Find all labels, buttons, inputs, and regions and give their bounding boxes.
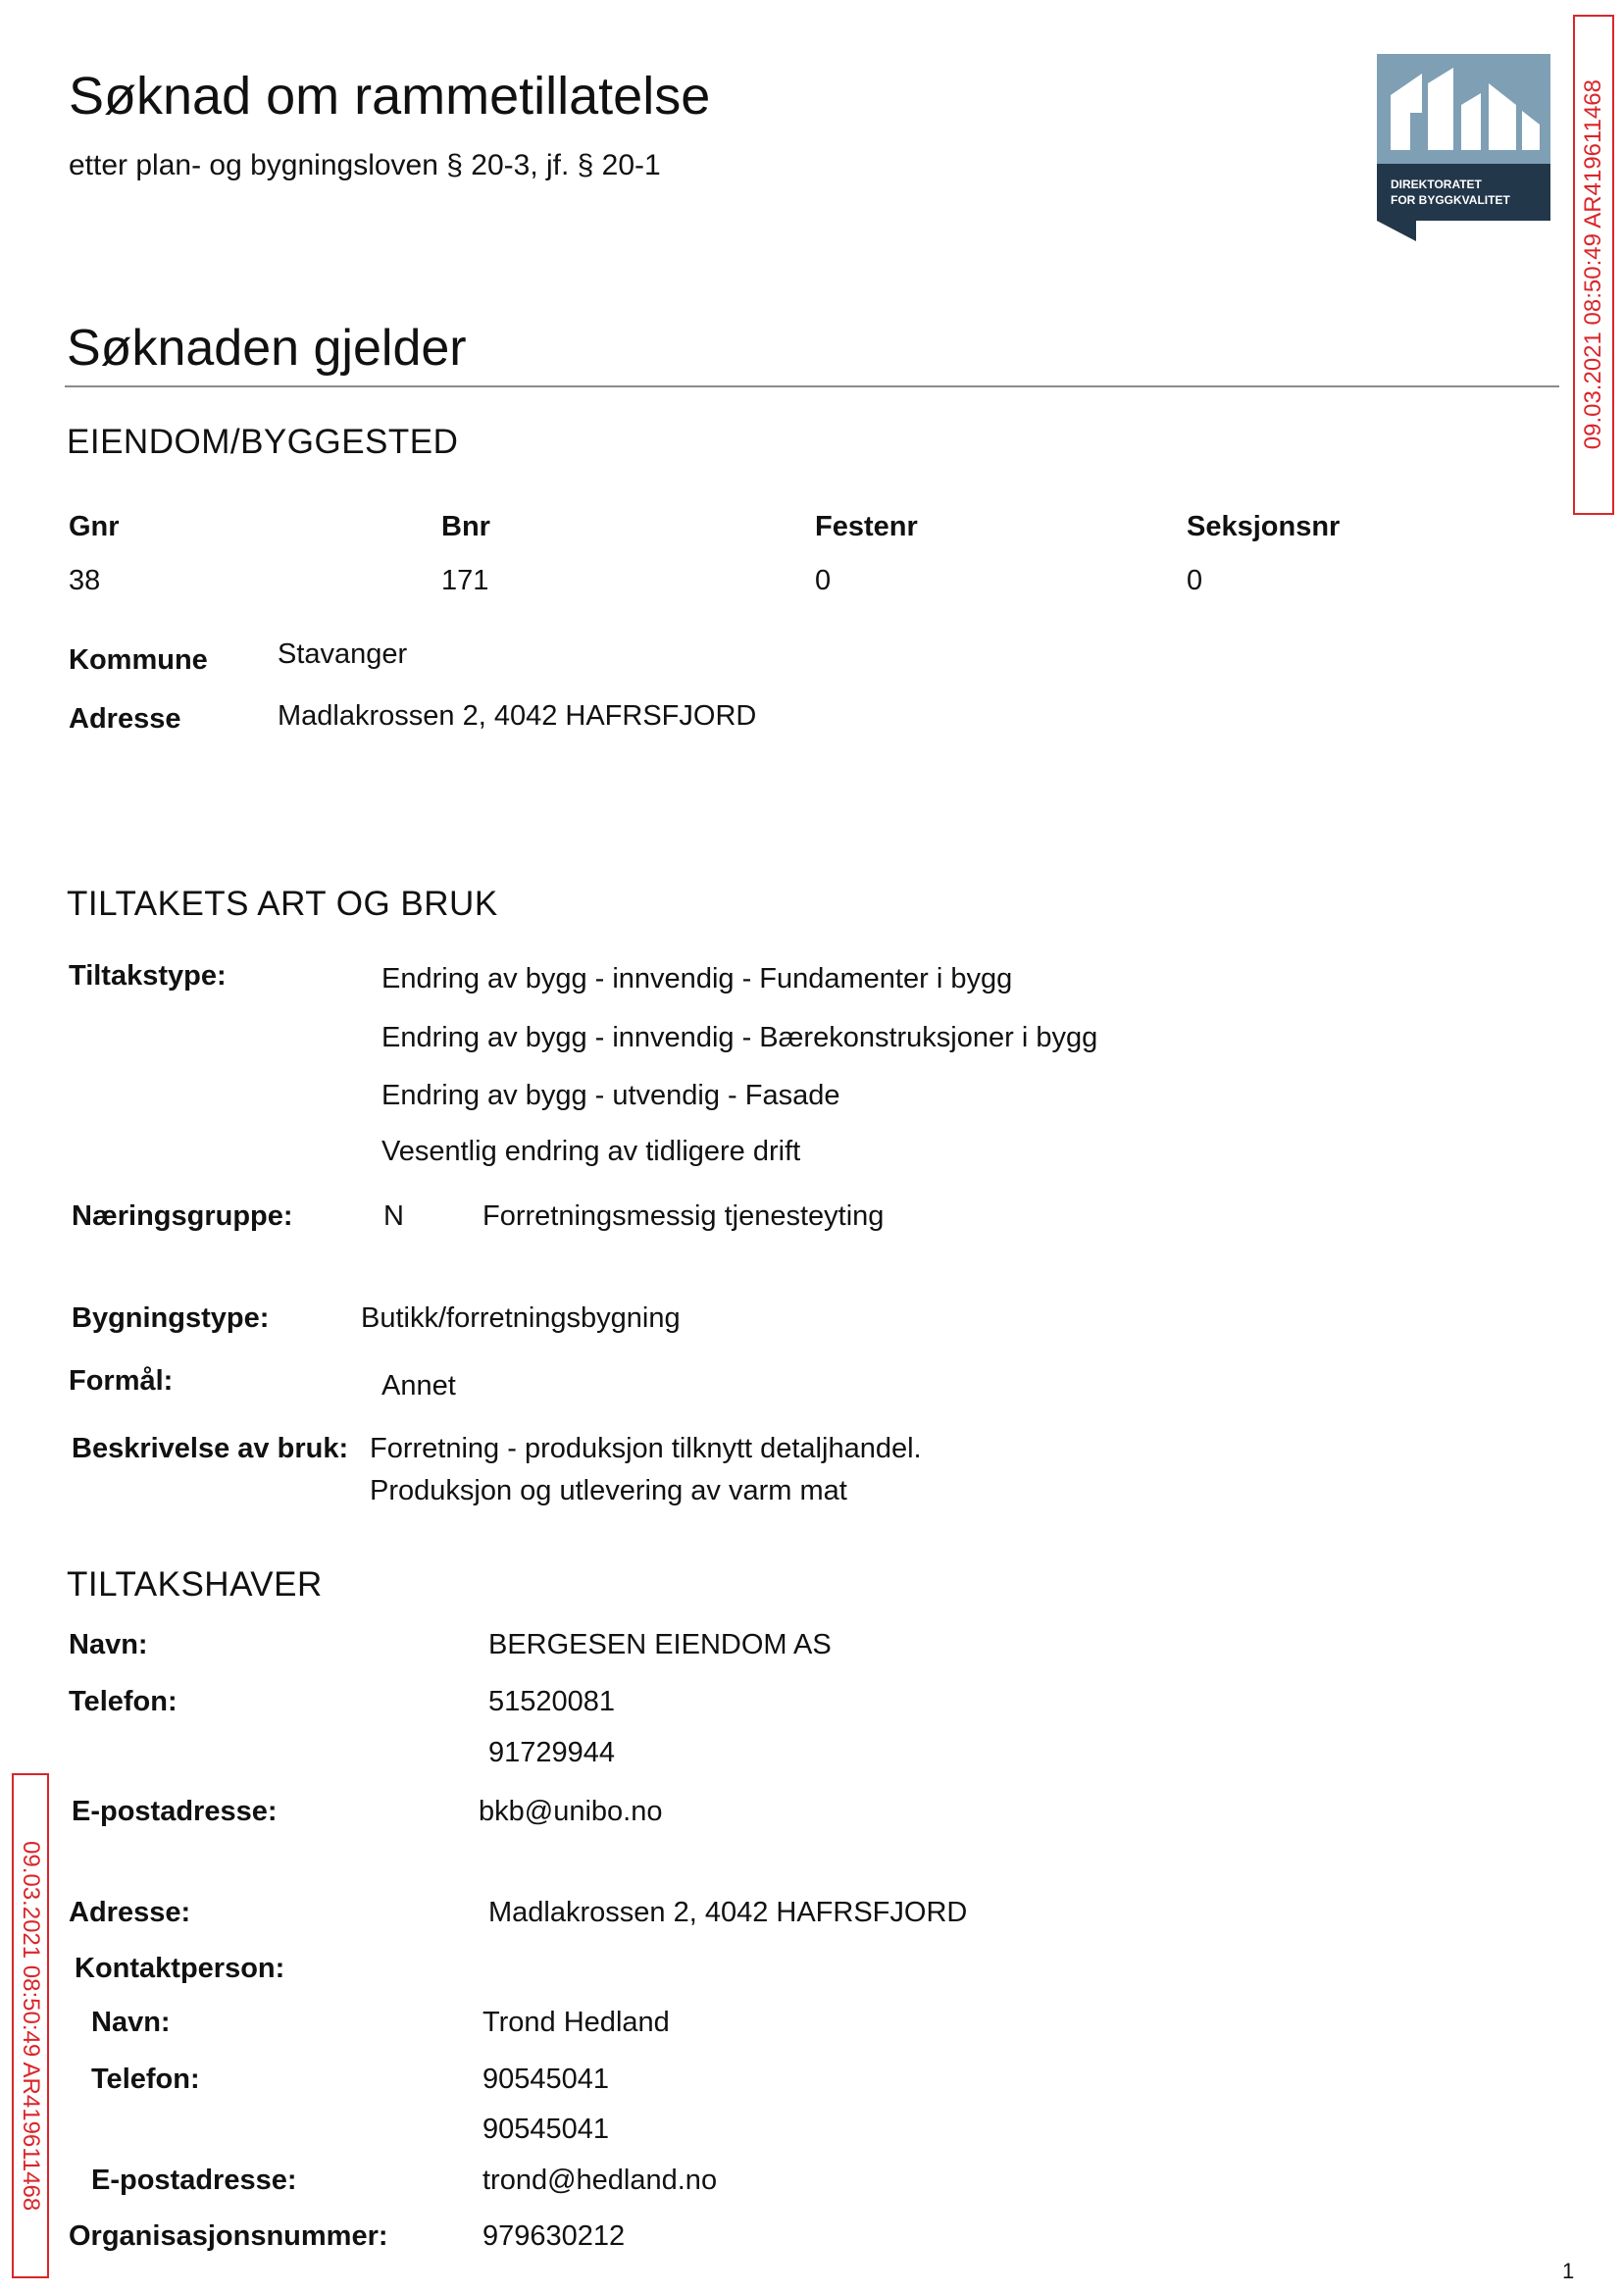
eiendom-heading: EIENDOM/BYGGESTED bbox=[67, 423, 459, 461]
beskrivelse-line: Produksjon og utlevering av varm mat bbox=[370, 1475, 847, 1506]
navn-value: BERGESEN EIENDOM AS bbox=[488, 1629, 832, 1660]
kontaktperson-label: Kontaktperson: bbox=[75, 1953, 285, 1984]
tiltakstype-label: Tiltakstype: bbox=[69, 960, 227, 992]
seksjonsnr-value: 0 bbox=[1187, 565, 1203, 596]
bnr-label: Bnr bbox=[441, 511, 490, 542]
telefon-label: Telefon: bbox=[69, 1686, 178, 1717]
naeringsgruppe-label: Næringsgruppe: bbox=[72, 1200, 293, 1232]
formal-value: Annet bbox=[381, 1370, 456, 1402]
beskrivelse-label: Beskrivelse av bruk: bbox=[72, 1433, 349, 1464]
logo-dark-band bbox=[1377, 164, 1550, 221]
tiltakstype-item: Endring av bygg - innvendig - Fundamenter i bygg bbox=[381, 963, 1013, 994]
orgnr-value: 979630212 bbox=[482, 2220, 626, 2252]
beskrivelse-line: Forretning - produksjon tilknytt detaljhandel. bbox=[370, 1433, 922, 1464]
stamp-text: 09.03.2021 08:50:49 AR419611468 bbox=[1580, 79, 1606, 450]
dibk-logo bbox=[1377, 54, 1550, 241]
adresse-value: Madlakrossen 2, 4042 HAFRSFJORD bbox=[278, 700, 757, 732]
orgnr-label: Organisasjonsnummer: bbox=[69, 2220, 388, 2252]
tiltakstype-item: Endring av bygg - innvendig - Bærekonstruksjoner i bygg bbox=[381, 1022, 1098, 1053]
section-divider bbox=[65, 385, 1559, 387]
logo-line1: DIREKTORATET bbox=[1391, 178, 1482, 191]
naeringsgruppe-text: Forretningsmessig tjenesteyting bbox=[482, 1200, 885, 1232]
adresse-label: Adresse bbox=[69, 703, 181, 735]
kontakt-navn-label: Navn: bbox=[91, 2007, 171, 2038]
navn-label: Navn: bbox=[69, 1629, 148, 1660]
kontakt-epost-label: E-postadresse: bbox=[91, 2165, 297, 2196]
epost-label: E-postadresse: bbox=[72, 1796, 278, 1827]
kontakt-epost-value: trond@hedland.no bbox=[482, 2165, 718, 2196]
kontakt-navn-value: Trond Hedland bbox=[482, 2007, 670, 2038]
bnr-value: 171 bbox=[441, 565, 489, 596]
document-title: Søknad om rammetillatelse bbox=[69, 67, 711, 126]
epost-value: bkb@unibo.no bbox=[479, 1796, 663, 1827]
kontakt-telefon-value: 90545041 bbox=[482, 2114, 610, 2145]
stamp-text: 09.03.2021 08:50:49 AR419611468 bbox=[18, 1840, 44, 2212]
tiltak-heading: TILTAKETS ART OG BRUK bbox=[67, 885, 498, 923]
section-title: Søknaden gjelder bbox=[67, 320, 467, 377]
naeringsgruppe-code: N bbox=[383, 1200, 404, 1232]
tiltakshaver-heading: TILTAKSHAVER bbox=[67, 1565, 323, 1604]
document-subtitle: etter plan- og bygningsloven § 20-3, jf. § 20-1 bbox=[69, 149, 661, 181]
timestamp-stamp-right bbox=[1573, 15, 1614, 515]
telefon-value: 51520081 bbox=[488, 1686, 616, 1717]
kommune-value: Stavanger bbox=[278, 638, 408, 670]
tiltakshaver-adresse-value: Madlakrossen 2, 4042 HAFRSFJORD bbox=[488, 1897, 968, 1928]
kontakt-telefon-value: 90545041 bbox=[482, 2064, 610, 2095]
gnr-value: 38 bbox=[69, 565, 101, 596]
logo-flag bbox=[1377, 221, 1416, 241]
bygningstype-value: Butikk/forretningsbygning bbox=[361, 1302, 681, 1334]
tiltakstype-item: Vesentlig endring av tidligere drift bbox=[381, 1136, 801, 1167]
seksjonsnr-label: Seksjonsnr bbox=[1187, 511, 1341, 542]
logo-line2: FOR BYGGKVALITET bbox=[1391, 193, 1510, 207]
telefon-value: 91729944 bbox=[488, 1737, 616, 1768]
formal-label: Formål: bbox=[69, 1365, 174, 1397]
festenr-label: Festenr bbox=[815, 511, 918, 542]
gnr-label: Gnr bbox=[69, 511, 120, 542]
tiltakshaver-adresse-label: Adresse: bbox=[69, 1897, 191, 1928]
kontakt-telefon-label: Telefon: bbox=[91, 2064, 200, 2095]
kommune-label: Kommune bbox=[69, 644, 208, 676]
timestamp-stamp-left bbox=[12, 1773, 49, 2278]
bygningstype-label: Bygningstype: bbox=[72, 1302, 270, 1334]
page-number: 1 bbox=[1562, 2259, 1575, 2283]
tiltakstype-item: Endring av bygg - utvendig - Fasade bbox=[381, 1080, 840, 1111]
festenr-value: 0 bbox=[815, 565, 832, 596]
